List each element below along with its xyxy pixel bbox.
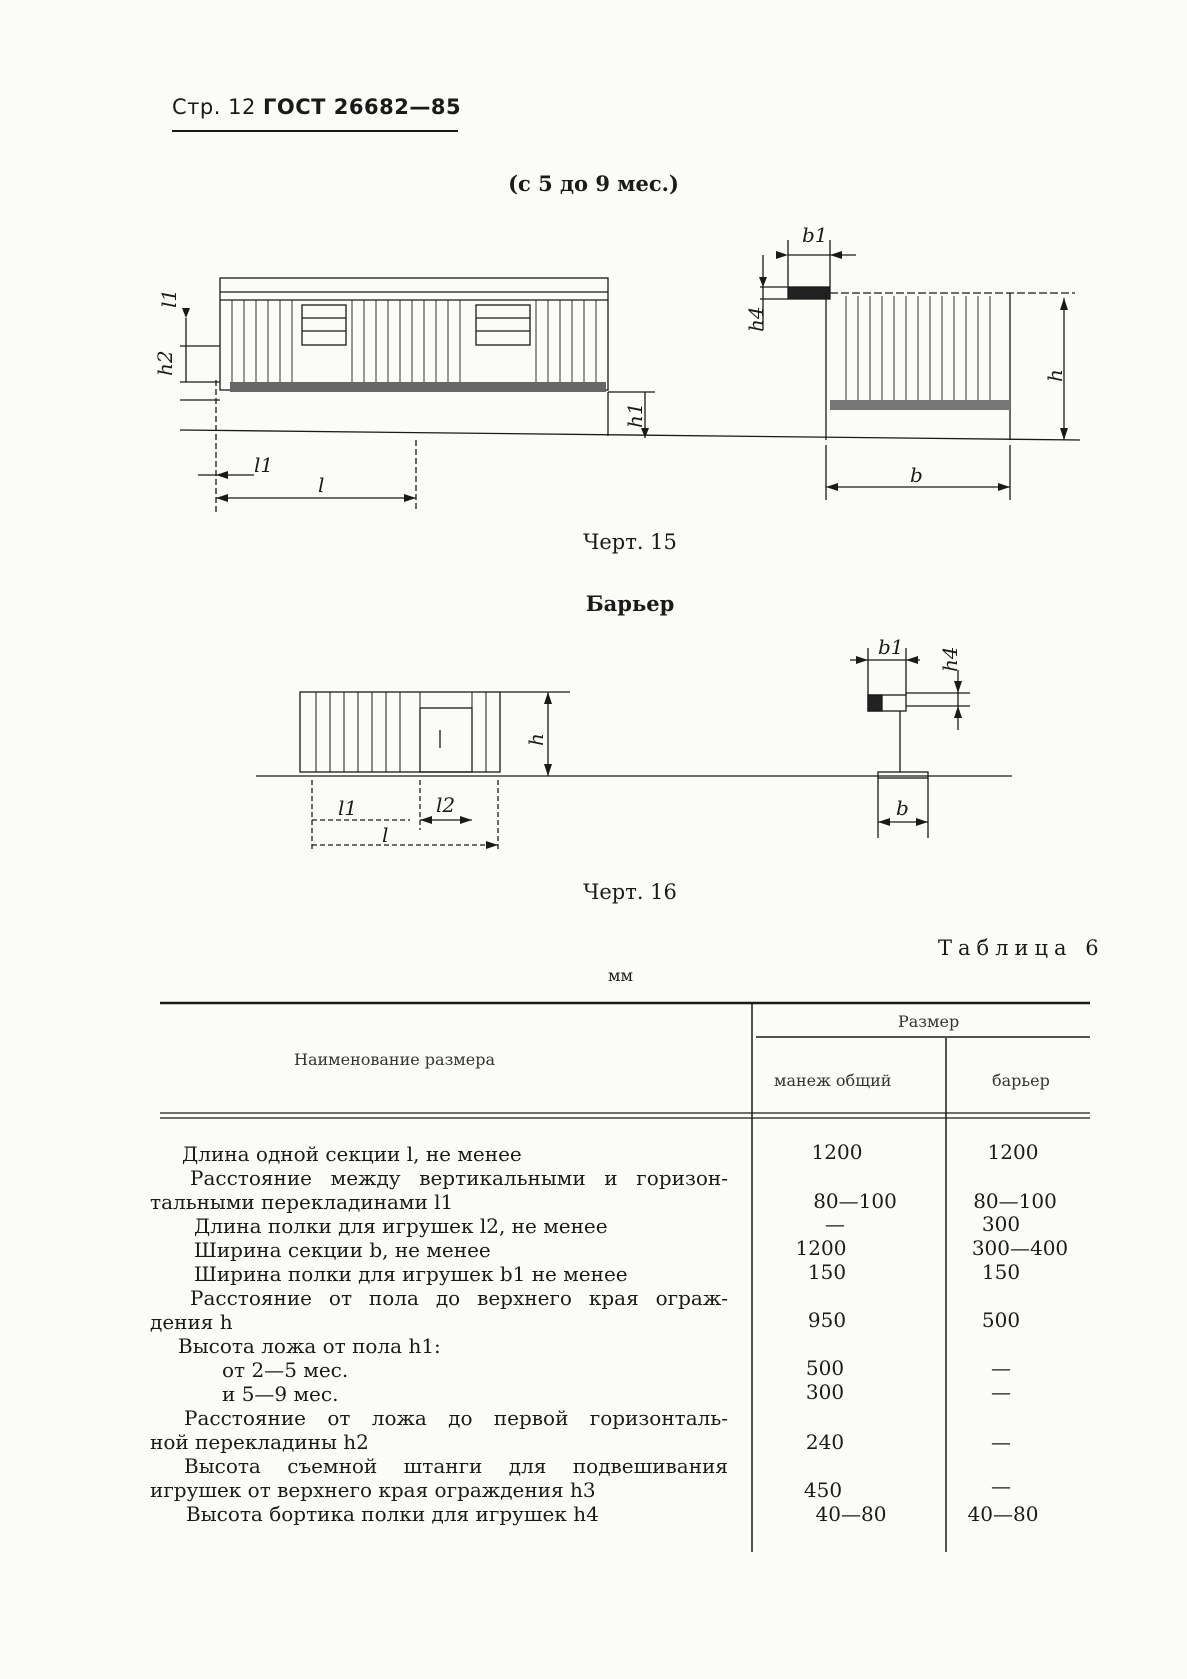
- gost-number: ГОСТ 26682—85: [263, 95, 462, 119]
- figure15-caption: Черт. 15: [583, 530, 677, 554]
- table-row-name: и 5—9 мес.: [222, 1382, 339, 1406]
- fig16-label-b: b: [896, 796, 909, 820]
- table-row-v2: 150: [981, 1260, 1021, 1284]
- table-row-v1: 80—100: [813, 1189, 897, 1213]
- table-row-v2: 80—100: [973, 1189, 1057, 1213]
- fig16-label-l2: l2: [436, 793, 456, 817]
- table-row-v1: 150: [807, 1260, 847, 1284]
- table-row-v1: 500: [805, 1356, 845, 1380]
- table-header-col2: барьер: [992, 1071, 1050, 1090]
- table-row-name: Ширина полки для игрушек b1 не менее: [194, 1262, 628, 1286]
- table-title: Таблица 6: [938, 936, 1105, 960]
- table-row-v2: —: [991, 1474, 1011, 1498]
- table-row-v2: 300: [981, 1212, 1021, 1236]
- table-row-name: Высота съемной штанги для подвешивания игрушек от верхнего края ограждения h3: [150, 1454, 728, 1502]
- table-header-size: Размер: [898, 1012, 960, 1031]
- fig15-label-b: b: [910, 463, 923, 487]
- fig15-playpen-end: [760, 240, 1075, 500]
- table-row-v2: 40—80: [967, 1502, 1039, 1526]
- table-row-v2: 1200: [987, 1140, 1039, 1164]
- table-row-v2: 500: [981, 1308, 1021, 1332]
- table-unit: мм: [608, 966, 633, 985]
- table-row-v1: —: [825, 1212, 845, 1236]
- fig15-label-h2: h2: [153, 350, 177, 376]
- figure16-caption: Черт. 16: [583, 880, 677, 904]
- fig15-label-h1: h1: [623, 402, 647, 428]
- table-row-name: Расстояние от пола до верхнего края ограж- дения h: [150, 1286, 728, 1334]
- table-row-v1: 40—80: [815, 1502, 887, 1526]
- table-header-col1: манеж общий: [774, 1071, 892, 1090]
- fig15-playpen-side: [180, 278, 1080, 512]
- table-header-name: Наименование размера: [294, 1050, 495, 1069]
- table-row-name: Высота бортика полки для игрушек h4: [186, 1502, 599, 1526]
- fig15-label-b1: b1: [802, 223, 828, 247]
- fig16-label-h: h: [524, 733, 548, 746]
- table-row-name: Высота ложа от пола h1:: [178, 1334, 441, 1358]
- page-number: Стр. 12: [172, 95, 256, 119]
- table-row-v1: 950: [807, 1308, 847, 1332]
- table-row-v1: 1200: [795, 1236, 847, 1260]
- fig15-label-l1: l1: [157, 288, 181, 308]
- table-row-name: Длина полки для игрушек l2, не менее: [194, 1214, 608, 1238]
- table-row-name: Ширина секции b, не менее: [194, 1238, 491, 1262]
- fig16-label-l: l: [382, 823, 389, 847]
- table-row-v1: 300: [805, 1380, 845, 1404]
- table-row-v1: 240: [805, 1430, 845, 1454]
- table-row-name: Расстояние от ложа до первой горизонталь- ной перекладины h2: [150, 1406, 728, 1454]
- table-row-v2: —: [991, 1430, 1011, 1454]
- fig16-label-h4: h4: [938, 646, 962, 672]
- table-row-name: Длина одной секции l, не менее: [182, 1142, 522, 1166]
- fig15-label-h: h: [1043, 369, 1067, 382]
- fig15-label-l1-bottom: l1: [254, 453, 274, 477]
- fig16-barrier-end: [850, 648, 970, 838]
- table-row-v2: —: [991, 1380, 1011, 1404]
- barrier-title: Барьер: [585, 591, 675, 616]
- table-row-v2: 300—400: [971, 1236, 1069, 1260]
- table-row-name: от 2—5 мес.: [222, 1358, 349, 1382]
- table-row-v2: —: [991, 1356, 1011, 1380]
- table-row-v1: 1200: [811, 1140, 863, 1164]
- fig16-label-b1: b1: [878, 635, 904, 659]
- table-row-v1: 450: [803, 1478, 843, 1502]
- figure15-subtitle: (с 5 до 9 мес.): [508, 171, 679, 196]
- fig15-label-h4: h4: [744, 306, 768, 332]
- table-row-name: Расстояние между вертикальными и горизон- тальными перекладинами l1: [150, 1166, 728, 1214]
- fig16-label-l1: l1: [338, 796, 358, 820]
- fig15-label-l: l: [318, 473, 325, 497]
